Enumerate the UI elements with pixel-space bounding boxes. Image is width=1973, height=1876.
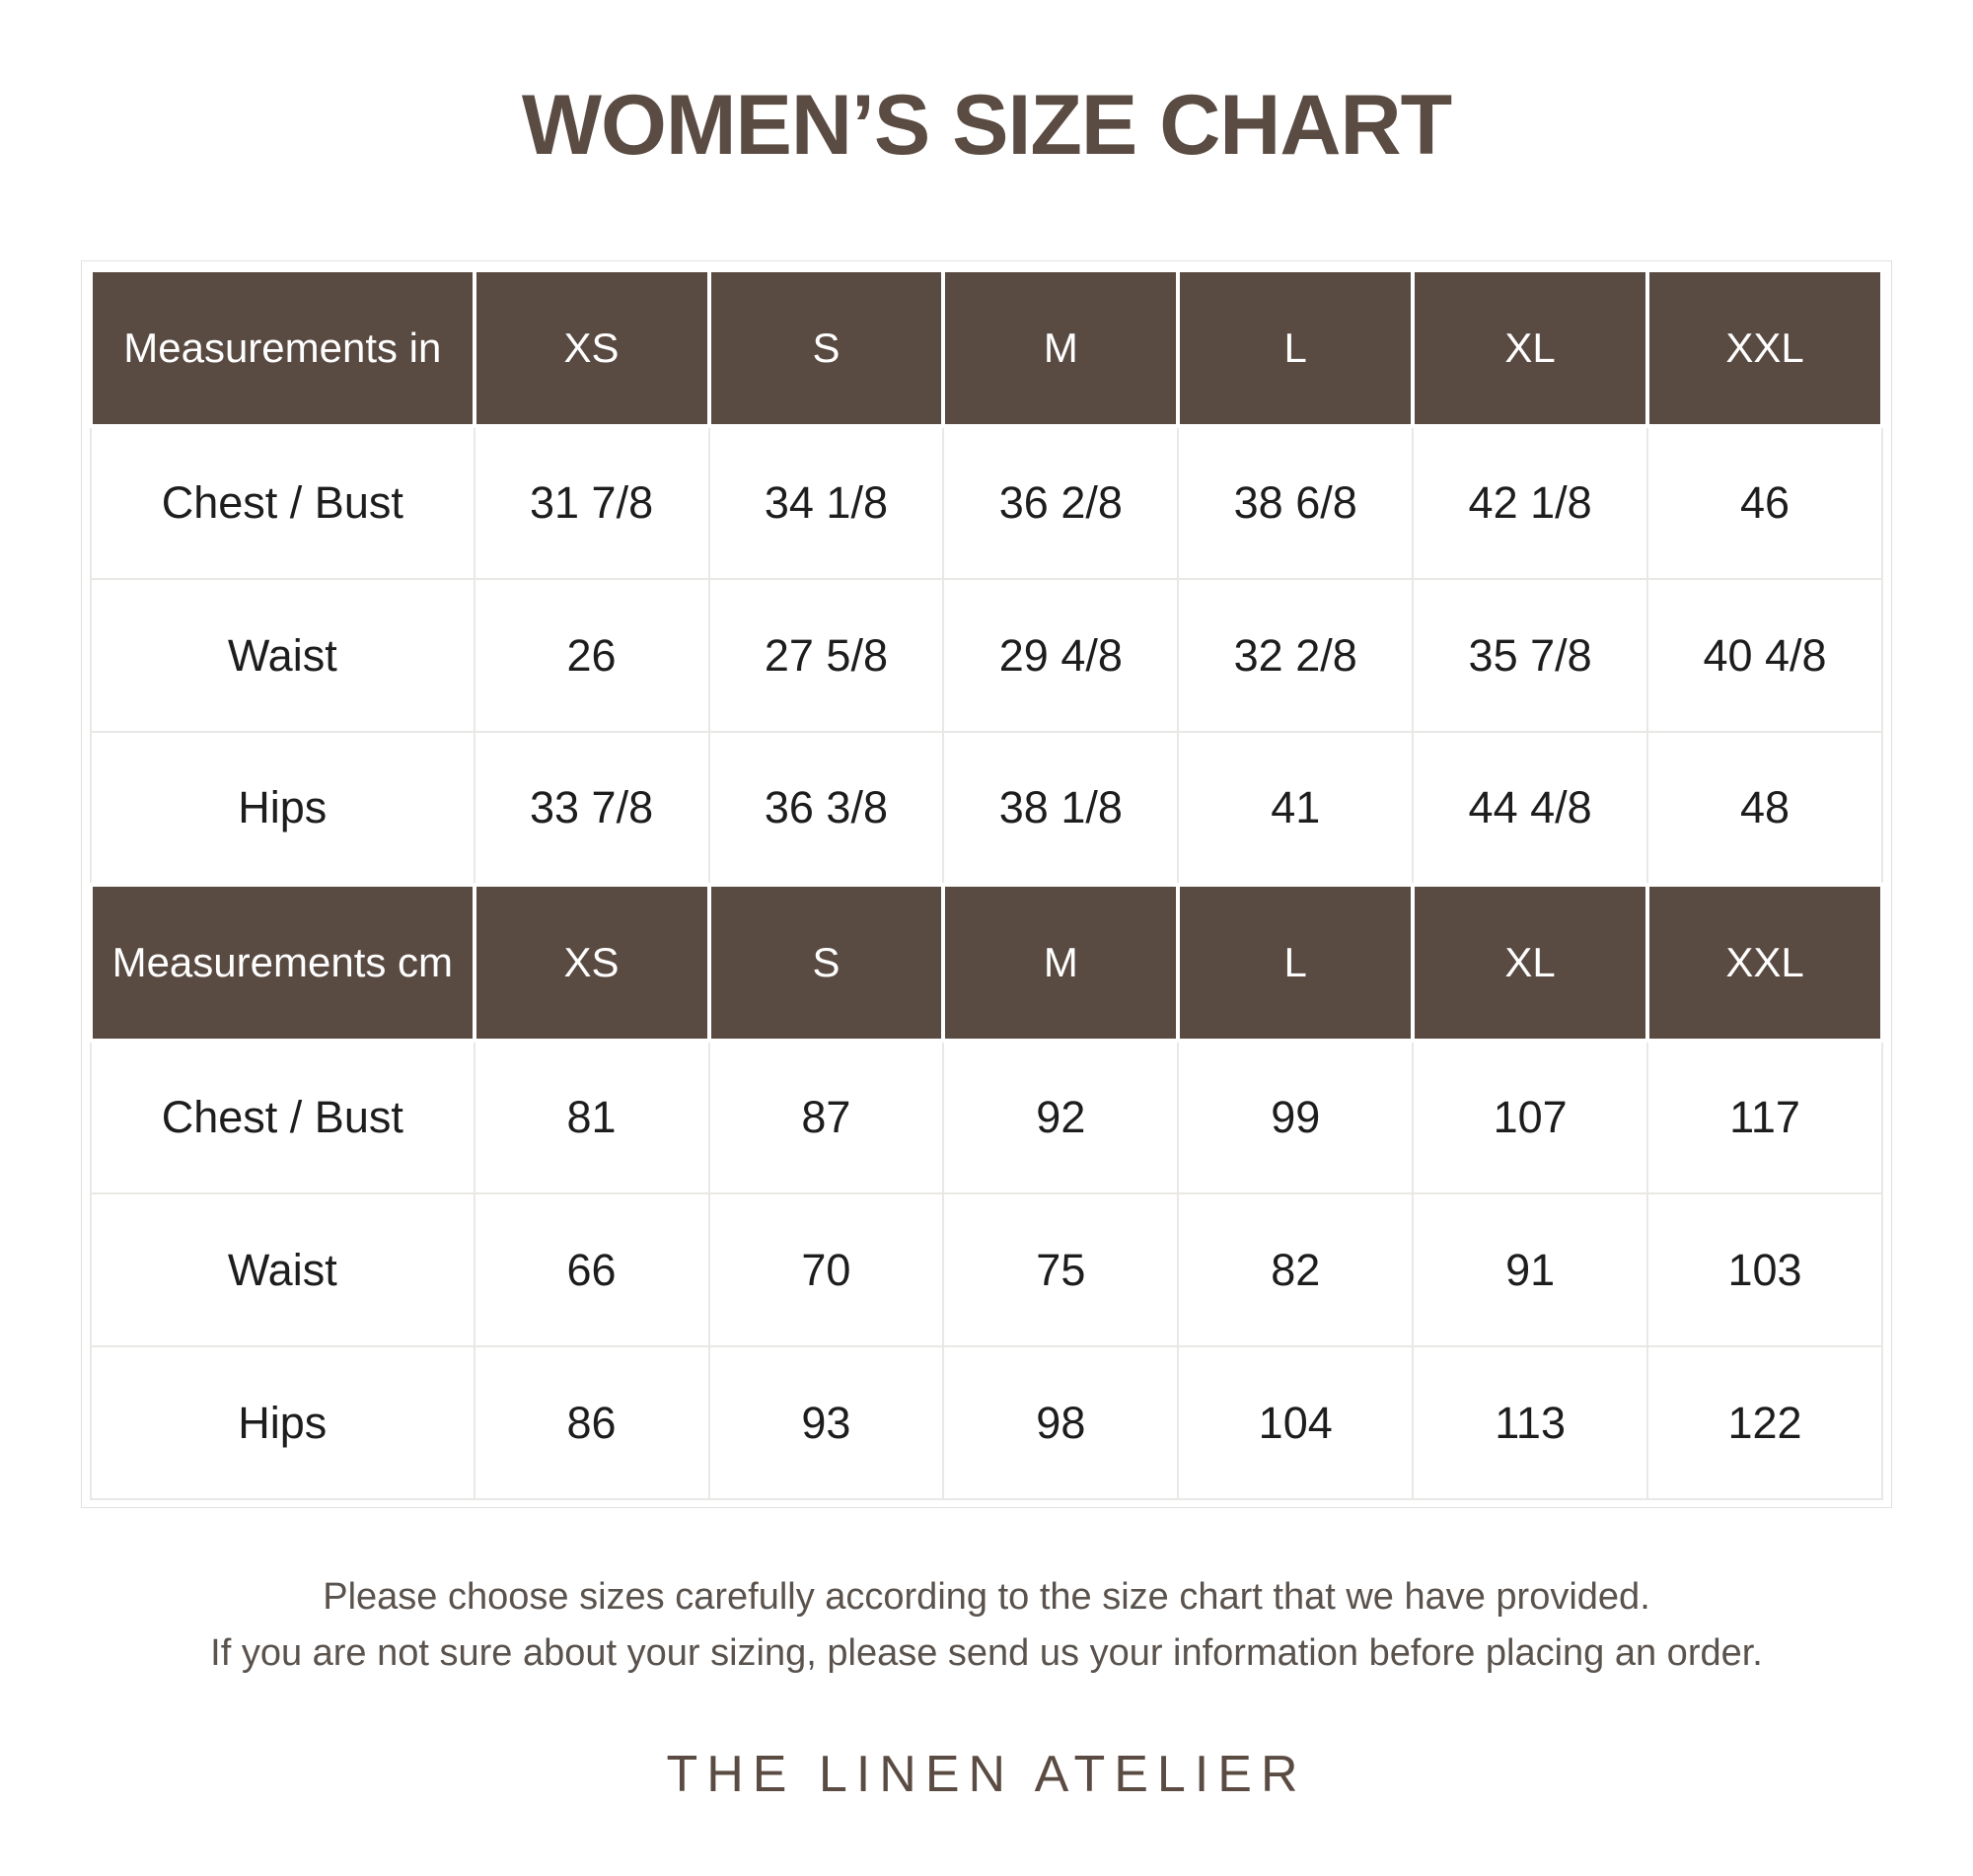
measurement-value: 38 1/8 bbox=[943, 732, 1178, 885]
measurement-value: 31 7/8 bbox=[475, 426, 709, 579]
row-label: Hips bbox=[91, 732, 475, 885]
row-label: Hips bbox=[91, 1346, 475, 1499]
header-size-xl: XL bbox=[1413, 885, 1647, 1041]
page-title: WOMEN’S SIZE CHART bbox=[521, 78, 1452, 173]
measurement-value: 87 bbox=[709, 1041, 944, 1193]
measurement-value: 29 4/8 bbox=[943, 579, 1178, 732]
header-size-l: L bbox=[1178, 270, 1413, 426]
measurement-row bbox=[91, 579, 1882, 732]
header-size-m: M bbox=[943, 885, 1178, 1041]
measurement-value: 99 bbox=[1178, 1041, 1413, 1193]
measurement-value: 91 bbox=[1413, 1193, 1647, 1346]
header-row-inches bbox=[91, 270, 1882, 426]
header-size-s: S bbox=[709, 270, 944, 426]
header-size-xxl: XXL bbox=[1647, 885, 1882, 1041]
measurement-value: 46 bbox=[1647, 426, 1882, 579]
header-size-l: L bbox=[1178, 885, 1413, 1041]
measurement-value: 36 3/8 bbox=[709, 732, 944, 885]
measurement-value: 27 5/8 bbox=[709, 579, 944, 732]
measurement-row bbox=[91, 426, 1882, 579]
measurement-value: 70 bbox=[709, 1193, 944, 1346]
sizing-note bbox=[0, 1569, 1973, 1682]
header-measurements-inches: Measurements in bbox=[91, 270, 475, 426]
measurement-value: 122 bbox=[1647, 1346, 1882, 1499]
row-label: Waist bbox=[91, 1193, 475, 1346]
measurement-value: 117 bbox=[1647, 1041, 1882, 1193]
measurement-value: 86 bbox=[475, 1346, 709, 1499]
sizing-note-line1: Please choose sizes carefully according to the size chart that we have provided. bbox=[323, 1576, 1650, 1618]
measurement-value: 93 bbox=[709, 1346, 944, 1499]
measurement-row bbox=[91, 1041, 1882, 1193]
measurement-value: 32 2/8 bbox=[1178, 579, 1413, 732]
measurement-value: 36 2/8 bbox=[943, 426, 1178, 579]
measurement-value: 113 bbox=[1413, 1346, 1647, 1499]
measurement-value: 48 bbox=[1647, 732, 1882, 885]
header-size-xs: XS bbox=[475, 885, 709, 1041]
measurement-value: 33 7/8 bbox=[475, 732, 709, 885]
sizing-note-line2: If you are not sure about your sizing, please send us your information before placing an order. bbox=[210, 1632, 1763, 1674]
measurement-value: 35 7/8 bbox=[1413, 579, 1647, 732]
row-label: Chest / Bust bbox=[91, 1041, 475, 1193]
measurement-value: 104 bbox=[1178, 1346, 1413, 1499]
measurement-row bbox=[91, 732, 1882, 885]
row-label: Waist bbox=[91, 579, 475, 732]
row-label: Chest / Bust bbox=[91, 426, 475, 579]
measurement-value: 34 1/8 bbox=[709, 426, 944, 579]
size-table bbox=[89, 268, 1884, 1500]
size-table-frame bbox=[81, 260, 1892, 1508]
measurement-value: 40 4/8 bbox=[1647, 579, 1882, 732]
measurement-value: 82 bbox=[1178, 1193, 1413, 1346]
header-size-xl: XL bbox=[1413, 270, 1647, 426]
measurement-value: 42 1/8 bbox=[1413, 426, 1647, 579]
measurement-value: 92 bbox=[943, 1041, 1178, 1193]
measurement-value: 107 bbox=[1413, 1041, 1647, 1193]
measurement-value: 66 bbox=[475, 1193, 709, 1346]
measurement-value: 81 bbox=[475, 1041, 709, 1193]
header-size-m: M bbox=[943, 270, 1178, 426]
measurement-value: 44 4/8 bbox=[1413, 732, 1647, 885]
measurement-row bbox=[91, 1346, 1882, 1499]
measurement-value: 26 bbox=[475, 579, 709, 732]
measurement-row bbox=[91, 1193, 1882, 1346]
brand-name: THE LINEN ATELIER bbox=[666, 1746, 1307, 1803]
header-measurements-cm: Measurements cm bbox=[91, 885, 475, 1041]
measurement-value: 75 bbox=[943, 1193, 1178, 1346]
measurement-value: 98 bbox=[943, 1346, 1178, 1499]
header-size-xs: XS bbox=[475, 270, 709, 426]
size-table-body bbox=[91, 270, 1882, 1499]
header-size-s: S bbox=[709, 885, 944, 1041]
measurement-value: 41 bbox=[1178, 732, 1413, 885]
measurement-value: 103 bbox=[1647, 1193, 1882, 1346]
header-row-cm bbox=[91, 885, 1882, 1041]
header-size-xxl: XXL bbox=[1647, 270, 1882, 426]
measurement-value: 38 6/8 bbox=[1178, 426, 1413, 579]
